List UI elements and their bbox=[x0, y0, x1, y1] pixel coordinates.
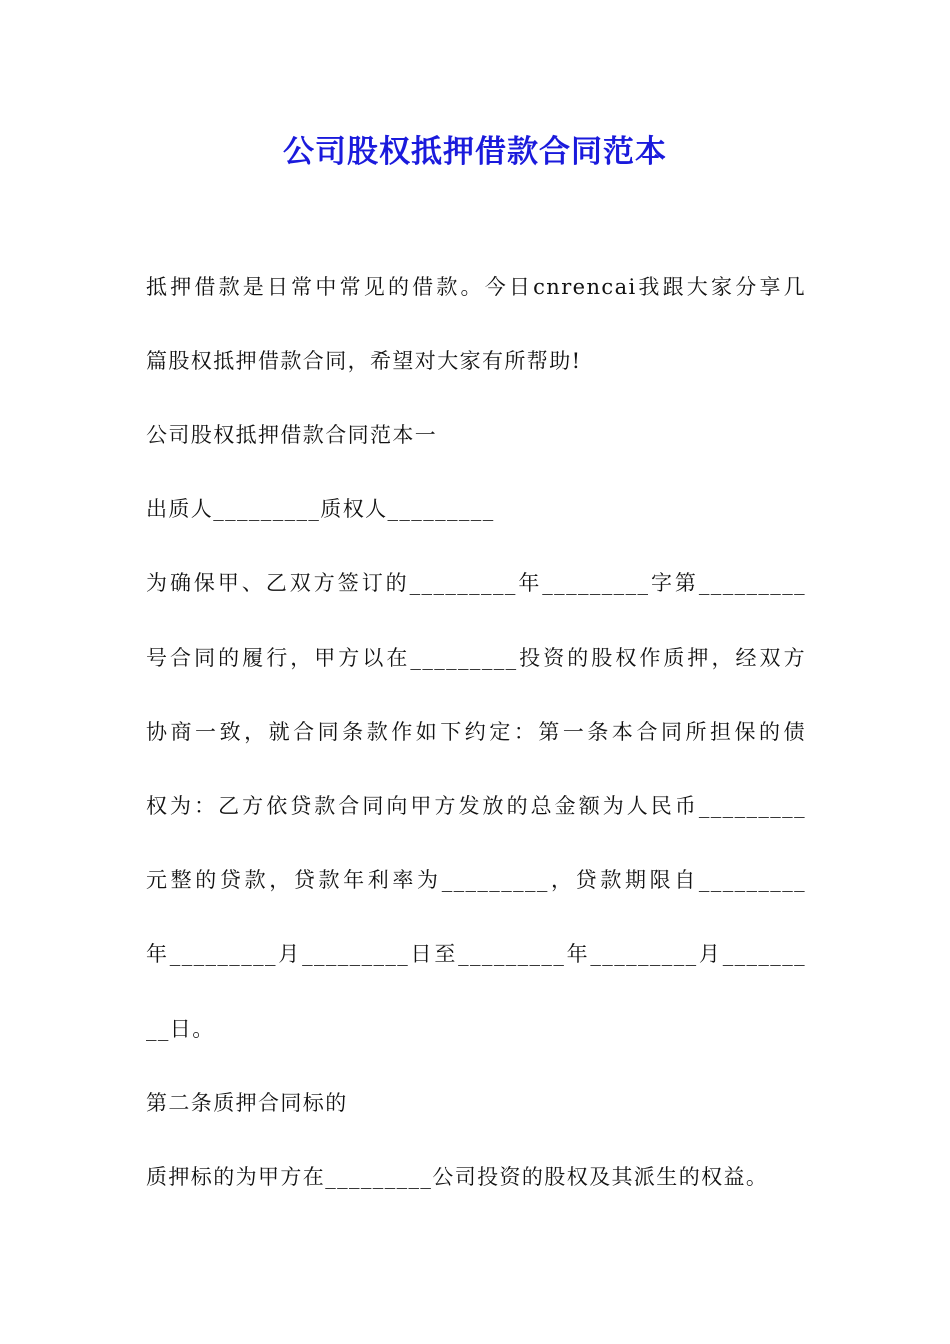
paragraph-line: 为确保甲、乙双方签订的_________年_________字第_________ bbox=[146, 571, 806, 595]
paragraph-line: 出质人_________质权人_________ bbox=[146, 497, 495, 521]
paragraph-line: 号合同的履行，甲方以在_________投资的股权作质押，经双方 bbox=[146, 646, 806, 670]
paragraph-line: 年_________月_________日至_________年_________月_______ bbox=[146, 942, 806, 966]
section-heading: 公司股权抵押借款合同范本一 bbox=[146, 423, 438, 447]
section-heading: 第二条质押合同标的 bbox=[146, 1091, 348, 1115]
paragraph-line: 篇股权抵押借款合同，希望对大家有所帮助! bbox=[146, 349, 582, 373]
paragraph-line: 权为：乙方依贷款合同向甲方发放的总金额为人民币_________ bbox=[146, 794, 806, 818]
paragraph-line: 元整的贷款，贷款年利率为_________，贷款期限自_________ bbox=[146, 868, 806, 892]
paragraph-line: 抵押借款是日常中常见的借款。今日cnrencai我跟大家分享几 bbox=[146, 275, 806, 299]
paragraph-line: 协商一致，就合同条款作如下约定：第一条本合同所担保的债 bbox=[146, 720, 806, 744]
document-title: 公司股权抵押借款合同范本 bbox=[283, 134, 667, 170]
paragraph-line: __日。 bbox=[146, 1017, 215, 1041]
paragraph-line: 质押标的为甲方在_________公司投资的股权及其派生的权益。 bbox=[146, 1165, 769, 1189]
